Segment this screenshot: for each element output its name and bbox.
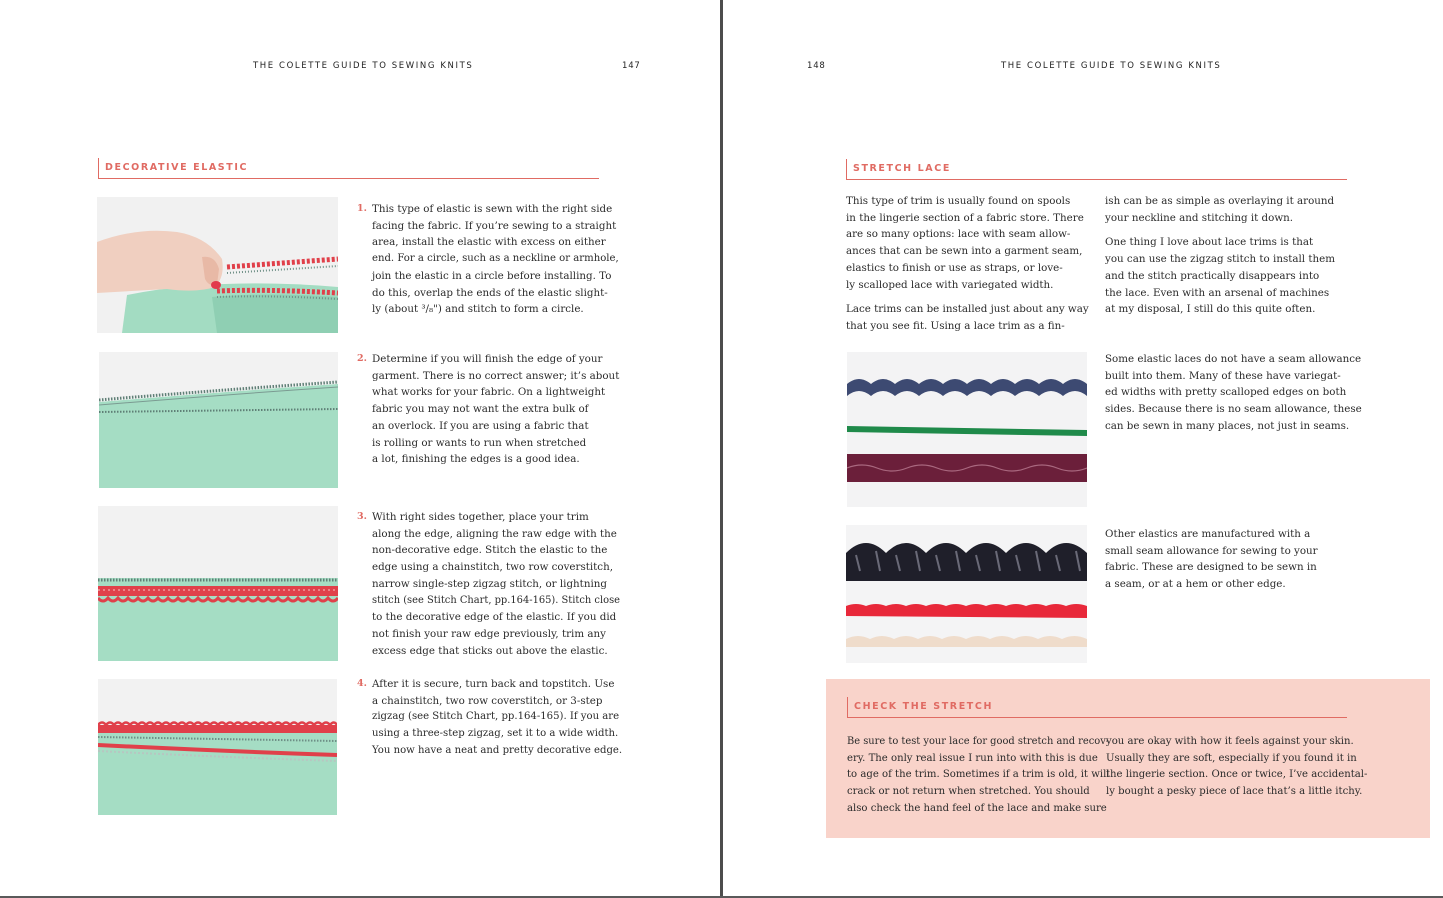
intro-paragraph-2-continued: [1105, 193, 1355, 226]
step-line: facing the fabric. If you’re sewing to a straight: [372, 219, 617, 232]
step-line: garment. There is no correct answer; it’s about: [372, 369, 620, 382]
with-seam-allowance-text: [1105, 526, 1355, 593]
step-line: a lot, finishing the edges is a good idea.: [372, 453, 580, 466]
step-line: excess edge that sticks out above the elastic.: [372, 644, 608, 657]
step-line: a chainstitch, two row coverstitch, or 3-step: [372, 694, 603, 707]
step-line: join the elastic in a circle before installing. To: [372, 269, 612, 282]
text-line: Some elastic laces do not have a seam allowance: [1105, 353, 1362, 365]
step-line: With right sides together, place your trim: [372, 511, 589, 523]
text-line: Lace trims can be installed just about any way: [846, 303, 1089, 316]
intro-paragraph-1: [846, 193, 1096, 293]
step-2: [357, 351, 620, 468]
elastics-with-seam-allowance-photo: [846, 525, 1087, 663]
callout-title: CHECK THE STRETCH: [854, 701, 994, 712]
text-line: Usually they are soft, especially if you found it in: [1106, 752, 1357, 764]
text-line: also check the hand feel of the lace and make sure: [847, 802, 1107, 814]
page-number-right: 148: [807, 61, 826, 71]
step-3: [357, 509, 620, 659]
step-line: using a three-step zigzag, set it to a wide width.: [372, 728, 619, 740]
callout-column-1: [847, 734, 1110, 818]
step-line: stitch (see Stitch Chart, pp.164-165). Stitch close: [372, 594, 620, 606]
text-line: This type of trim is usually found on spools: [846, 195, 1071, 207]
step-line: area, install the elastic with excess on either: [372, 236, 606, 249]
step-line: ly (about ³/₈") and stitch to form a circle.: [372, 303, 584, 316]
intro-column-1: [846, 193, 1096, 335]
intro-paragraph-3: [1105, 234, 1355, 318]
text-line: Be sure to test your lace for good stretch and recov-: [847, 736, 1110, 747]
step-line: an overlock. If you are using a fabric that: [372, 419, 589, 432]
text-line: ances that can be sewn into a garment seam,: [846, 245, 1083, 258]
step-line: zigzag (see Stitch Chart, pp.164-165). If you are: [372, 711, 620, 723]
step-line: After it is secure, turn back and topstitch. Use: [372, 678, 615, 690]
step-line: end. For a circle, such as a neckline or armhole,: [372, 253, 619, 265]
step-line: narrow single-step zigzag stitch, or lightning: [372, 577, 607, 590]
text-line: you are okay with how it feels against your skin.: [1106, 736, 1354, 747]
step-4: [357, 676, 623, 760]
overlocked-edge-photo: [99, 352, 338, 488]
step-line: non-decorative edge. Stitch the elastic to the: [372, 544, 608, 557]
section-title: DECORATIVE ELASTIC: [105, 162, 249, 173]
text-line: are so many options: lace with seam allow-: [846, 228, 1071, 241]
text-line: elastics to finish or use as straps, or love-: [846, 261, 1063, 274]
text-line: ery. The only real issue I run into with this is due: [847, 752, 1098, 764]
text-line: fabric. These are designed to be sewn in: [1105, 561, 1317, 574]
step-1: [357, 201, 619, 318]
running-head-right: THE COLETTE GUIDE TO SEWING KNITS: [1001, 61, 1222, 71]
scalloped-elastic-laces-photo: [847, 352, 1087, 507]
text-line: Other elastics are manufactured with a: [1105, 528, 1311, 540]
text-line: ish can be as simple as overlaying it around: [1105, 195, 1335, 207]
text-line: ed widths with pretty scalloped edges on both: [1105, 386, 1347, 399]
step-number: 3.: [357, 511, 367, 522]
step-line: along the edge, aligning the raw edge with the: [372, 527, 617, 540]
text-line: and the stitch practically disappears into: [1105, 269, 1320, 282]
step-line: fabric you may not want the extra bulk of: [372, 403, 589, 416]
section-heading-decorative-elastic: [98, 158, 599, 179]
text-line: ly bought a pesky piece of lace that’s a little itchy.: [1106, 786, 1363, 798]
text-line: the lace. Even with an arsenal of machines: [1105, 286, 1330, 299]
step-line: do this, overlap the ends of the elastic slight-: [372, 286, 608, 299]
text-line: in the lingerie section of a fabric store. There: [846, 211, 1084, 224]
page-number-left: 147: [622, 61, 641, 71]
step-line: This type of elastic is sewn with the right side: [372, 203, 613, 215]
section-heading-stretch-lace: [846, 159, 1347, 180]
section-title: STRETCH LACE: [853, 163, 951, 174]
text-line: crack or not return when stretched. You should: [847, 786, 1090, 798]
step-number: 2.: [357, 353, 367, 364]
step-line: what works for your fabric. On a lightweight: [372, 386, 606, 399]
intro-paragraph-2: [846, 301, 1096, 334]
intro-column-2: [1105, 193, 1355, 318]
text-line: that you see fit. Using a lace trim as a fin-: [846, 319, 1065, 332]
text-line: your neckline and stitching it down.: [1105, 211, 1294, 224]
text-line: ly scalloped lace with variegated width.: [846, 278, 1054, 291]
step-line: Determine if you will finish the edge of your: [372, 353, 603, 365]
topstitched-elastic-photo: [98, 679, 337, 815]
text-line: built into them. Many of these have variegat-: [1105, 369, 1341, 382]
step-number: 1.: [357, 203, 367, 214]
running-head-left: THE COLETTE GUIDE TO SEWING KNITS: [253, 61, 474, 71]
elastic-placed-on-edge-photo: [98, 506, 338, 661]
step-line: is rolling or wants to run when stretched: [372, 436, 587, 449]
callout-column-2: [1106, 734, 1368, 801]
book-spine-divider: [720, 0, 723, 898]
step-line: not finish your raw edge previously, trim any: [372, 627, 606, 640]
text-line: One thing I love about lace trims is that: [1105, 236, 1314, 249]
text-line: the lingerie section. Once or twice, I’ve accidental-: [1106, 769, 1368, 781]
text-line: to age of the trim. Sometimes if a trim is old, it will: [847, 769, 1110, 781]
no-seam-allowance-text: [1105, 351, 1362, 435]
step-line: You now have a neat and pretty decorative edge.: [372, 744, 623, 756]
callout-heading: [847, 697, 1347, 718]
text-line: small seam allowance for sewing to your: [1105, 544, 1318, 557]
hand-stretching-elastic-photo: [97, 197, 338, 333]
step-line: to the decorative edge of the elastic. If you did: [372, 611, 617, 624]
step-line: edge using a chainstitch, two row coverstitch,: [372, 561, 613, 574]
text-line: a seam, or at a hem or other edge.: [1105, 578, 1286, 591]
text-line: sides. Because there is no seam allowance, these: [1105, 403, 1362, 416]
step-number: 4.: [357, 678, 367, 689]
text-line: at my disposal, I still do this quite often.: [1105, 303, 1316, 316]
text-line: can be sewn in many places, not just in seams.: [1105, 419, 1350, 432]
text-line: you can use the zigzag stitch to install them: [1105, 253, 1335, 266]
